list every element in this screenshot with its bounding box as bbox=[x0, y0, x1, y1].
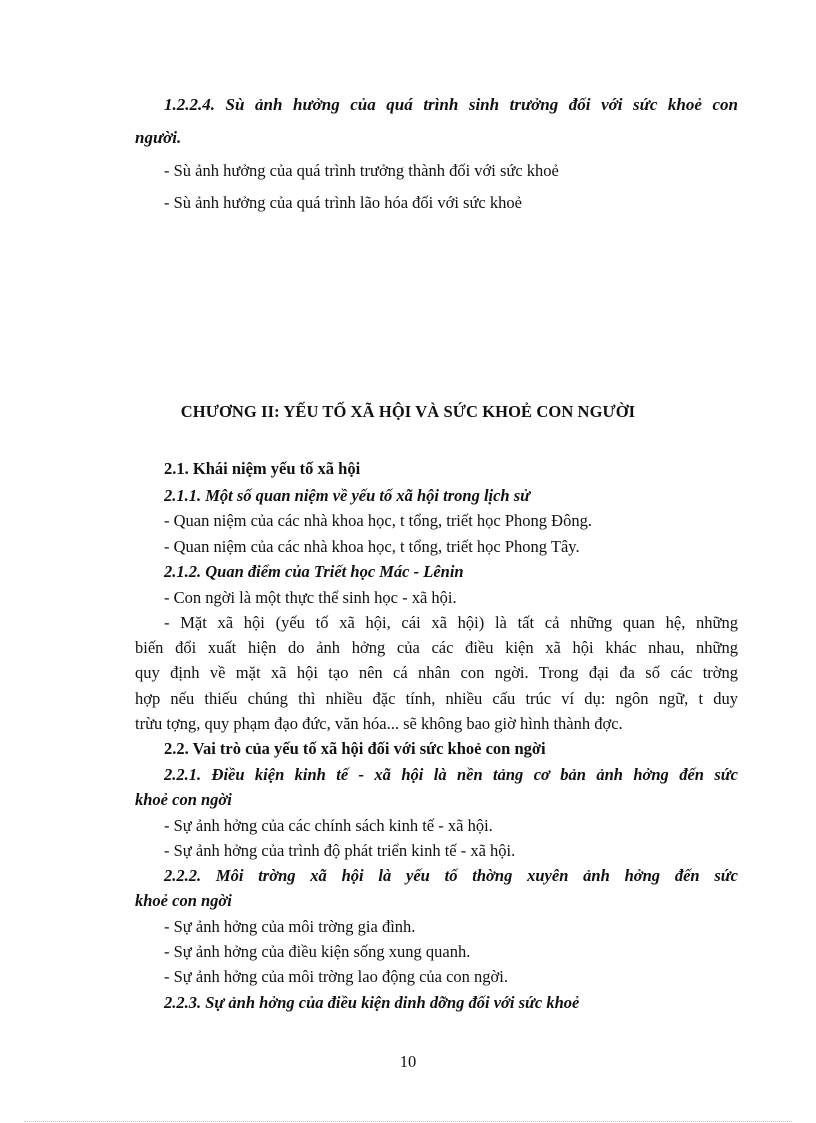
section-1224-heading-line2: người. bbox=[135, 128, 182, 147]
section-222-heading-line1: 2.2.2. Môi trờng xã hội là yếu tố thờng xuyên ảnh hởng đến sức bbox=[164, 866, 738, 885]
section-1224-item-2: - Sù ảnh hưởng của quá trình lão hóa đối với sức khoẻ bbox=[164, 193, 522, 212]
section-1224-heading-line1: 1.2.2.4. Sù ảnh hưởng của quá trình sinh trưởng đối với sức khoẻ con bbox=[164, 95, 738, 114]
page-number: 10 bbox=[399, 1052, 417, 1071]
section-222-item-3: - Sự ảnh hởng của môi trờng lao động của con ngời. bbox=[164, 967, 508, 986]
section-222-item-2: - Sự ảnh hởng của điều kiện sống xung quanh. bbox=[164, 942, 471, 961]
section-221-heading-line2: khoẻ con ngời bbox=[135, 790, 232, 809]
section-211-heading: 2.1.1. Một số quan niệm về yếu tố xã hội trong lịch sử bbox=[164, 486, 531, 505]
section-221-item-2: - Sự ảnh hởng của trình độ phát triển kinh tế - xã hội. bbox=[164, 841, 516, 860]
paragraph-line-2: biến đổi xuất hiện do ảnh hởng của các điều kiện xã hội khác nhau, những bbox=[135, 638, 738, 657]
section-212-heading: 2.1.2. Quan điểm của Triết học Mác - Lênin bbox=[164, 562, 464, 581]
section-211-item-1: - Quan niệm của các nhà khoa học, t tổng, triết học Phong Đông. bbox=[164, 511, 592, 530]
section-222-heading-line2: khoẻ con ngời bbox=[135, 891, 232, 910]
section-22-heading: 2.2. Vai trò của yếu tố xã hội đối với sức khoẻ con ngời bbox=[164, 739, 546, 758]
chapter-title: CHƯƠNG II: YẾU TỐ XÃ HỘI VÀ SỨC KHOẺ CON NGƯỜI bbox=[180, 402, 636, 421]
paragraph-line-1: - Mặt xã hội (yếu tố xã hội, cái xã hội) là tất cả những quan hệ, những bbox=[164, 613, 738, 632]
section-211-item-2: - Quan niệm của các nhà khoa học, t tổng, triết học Phong Tây. bbox=[164, 537, 580, 556]
section-21-heading: 2.1. Khái niệm yếu tố xã hội bbox=[164, 459, 361, 478]
footer-divider bbox=[24, 1121, 792, 1122]
section-222-item-1: - Sự ảnh hởng của môi trờng gia đình. bbox=[164, 917, 416, 936]
section-221-heading-line1: 2.2.1. Điều kiện kinh tế - xã hội là nền tảng cơ bản ảnh hởng đến sức bbox=[164, 765, 738, 784]
section-212-item-1: - Con ngời là một thực thể sinh học - xã hội. bbox=[164, 588, 457, 607]
section-1224-item-1: - Sù ảnh hưởng của quá trình trưởng thành đối với sức khoẻ bbox=[164, 161, 559, 180]
section-221-item-1: - Sự ảnh hởng của các chính sách kinh tế - xã hội. bbox=[164, 816, 493, 835]
paragraph-line-5: trừu tợng, quy phạm đạo đức, văn hóa... sẽ không bao giờ hình thành đợc. bbox=[135, 714, 623, 733]
paragraph-line-3: quy định về mặt xã hội tạo nên cá nhân con ngời. Trong đại đa số các trờng bbox=[135, 663, 738, 682]
section-223-heading: 2.2.3. Sự ảnh hởng của điều kiện dinh dỡng đối với sức khoẻ bbox=[164, 993, 580, 1012]
paragraph-line-4: hợp nếu thiếu chúng thì nhiều đặc tính, nhiều cấu trúc ví dụ: ngôn ngữ, t duy bbox=[135, 689, 738, 708]
